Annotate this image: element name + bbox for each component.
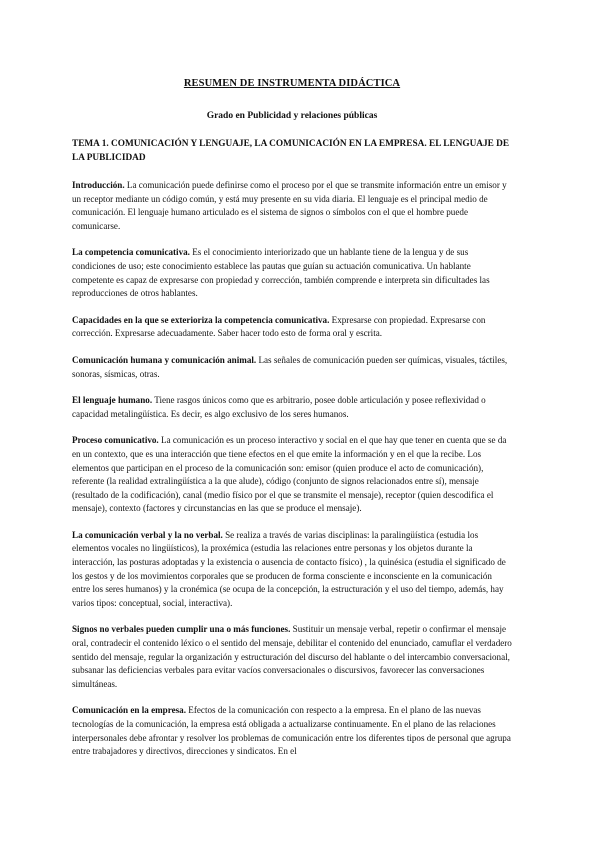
paragraph-heading: Comunicación en la empresa. — [72, 705, 187, 716]
paragraph-comunicacion-animal — [72, 354, 512, 381]
paragraph-heading: Proceso comunicativo. — [72, 435, 159, 446]
paragraph-lenguaje-humano — [72, 394, 512, 421]
paragraph-heading: La comunicación verbal y la no verbal. — [72, 529, 223, 540]
paragraph-body: La comunicación puede definirse como el proceso por el que se transmite información entre un emisor y un receptor mediante un código común, y está muy presente en su vida diaria. El lenguaje es el principal medio de comunicación. El lenguaje humano articulado es el sistema de signos o símbolos con el que el hombre puede comunicarse. — [72, 180, 507, 231]
paragraph-empresa — [72, 704, 512, 758]
paragraph-heading: Signos no verbales pueden cumplir una o más funciones. — [72, 624, 291, 635]
paragraph-body: Es el conocimiento interiorizado que un hablante tiene de la lengua y de sus condiciones de uso; este conocimiento establece las pautas que guían su actuación comunicativa. Un hablante competente es capaz de expresarse con propiedad y corrección, también comprende e interpreta sin dificultades las reproducciones de otros hablantes. — [72, 247, 490, 299]
paragraph-heading: Introducción. — [72, 180, 125, 190]
document-subtitle: Grado en Publicidad y relaciones públicas — [206, 111, 378, 121]
paragraph-capacidades — [72, 314, 512, 341]
paragraph-body: Tiene rasgos únicos como que es arbitrario, posee doble articulación y posee reflexividad o capacidad metalingüística. Es decir, es algo exclusivo de los seres humanos. — [72, 395, 486, 419]
paragraph-heading: La competencia comunicativa. — [72, 247, 190, 258]
paragraph-signos — [72, 623, 512, 691]
paragraph-introduccion — [72, 179, 512, 233]
document-title: RESUMEN DE INSTRUMENTA DIDÁCTICA — [183, 78, 401, 89]
theme-heading: TEMA 1. COMUNICACIÓN Y LENGUAJE, LA COMUNICACIÓN EN LA EMPRESA. EL LENGUAJE DE LA PUBLICIDAD — [72, 139, 510, 163]
paragraph-body: Se realiza a través de varias disciplinas: la paralingüística (estudia los elementos vocales no lingüísticos), la proxémica (estudia las relaciones entre personas y los objetos durante la interacción, las posturas adoptadas y la existencia o ausencia de contacto físico) , la quinésica (estudia el significado de los gestos y de los movimientos corporales que se producen de forma consciente e inconsciente en la comunicación entre los seres humanos) y la cronémica (se ocupa de la concepción, la estructuración y el uso del tiempo, además, hay varios tipos: conceptual, social, interactiva). — [72, 529, 506, 608]
paragraph-heading: Comunicación humana y comunicación animal. — [72, 354, 257, 365]
paragraph-heading: Capacidades en la que se exterioriza la competencia comunicativa. — [72, 314, 330, 325]
paragraph-body: Sustituir un mensaje verbal, repetir o confirmar el mensaje oral, contradecir el contenido léxico o el sentido del mensaje, debilitar el contenido del enunciado, camuflar el verdadero sentido del mensaje, regular la organización y estructuración del discurso del hablante o del intercambio conversacional, subsanar las deficiencias verbales para evitar vacíos conversacionales o discursivos, favorecer las conversaciones simultáneas. — [72, 624, 512, 689]
paragraph-body: Expresarse con propiedad. Expresarse con corrección. Expresarse adecuadamente. Saber hacer todo esto de forma oral y escrita. — [72, 314, 486, 339]
paragraph-body: Efectos de la comunicación con respecto a la empresa. En el plano de las nuevas tecnologías de la comunicación, la empresa está obligada a actualizarse continuamente. En el plano de las relaciones interpersonales debe afrontar y resolver los problemas de comunicación entre los diferentes tipos de personal que agrupa entre trabajadores y directivos, direcciones y sindicatos. En el — [72, 705, 511, 757]
paragraph-competencia — [72, 246, 512, 300]
paragraph-heading: El lenguaje humano. — [72, 395, 153, 406]
paragraph-verbal-no-verbal — [72, 529, 512, 611]
paragraph-proceso — [72, 434, 512, 516]
paragraph-body: Las señales de comunicación pueden ser químicas, visuales, táctiles, sonoras, sísmicas, otras. — [72, 354, 508, 379]
paragraph-body: La comunicación es un proceso interactivo y social en el que hay que tener en cuenta que se da en un contexto, que es una interacción que tiene efectos en el que emite la información y en el que la recibe. Los elementos que participan en el proceso de la comunicación son: emisor (quien produce el acto de comunicación), referente (la realidad extralingüística a la que alude), código (conjunto de signos relacionados entre sí), mensaje (resultado de la codificación), canal (medio físico por el que se transmite el mensaje), receptor (quien descodifica el mensaje), contexto (factores y circunstancias en las que se produce el mensaje). — [72, 435, 507, 514]
